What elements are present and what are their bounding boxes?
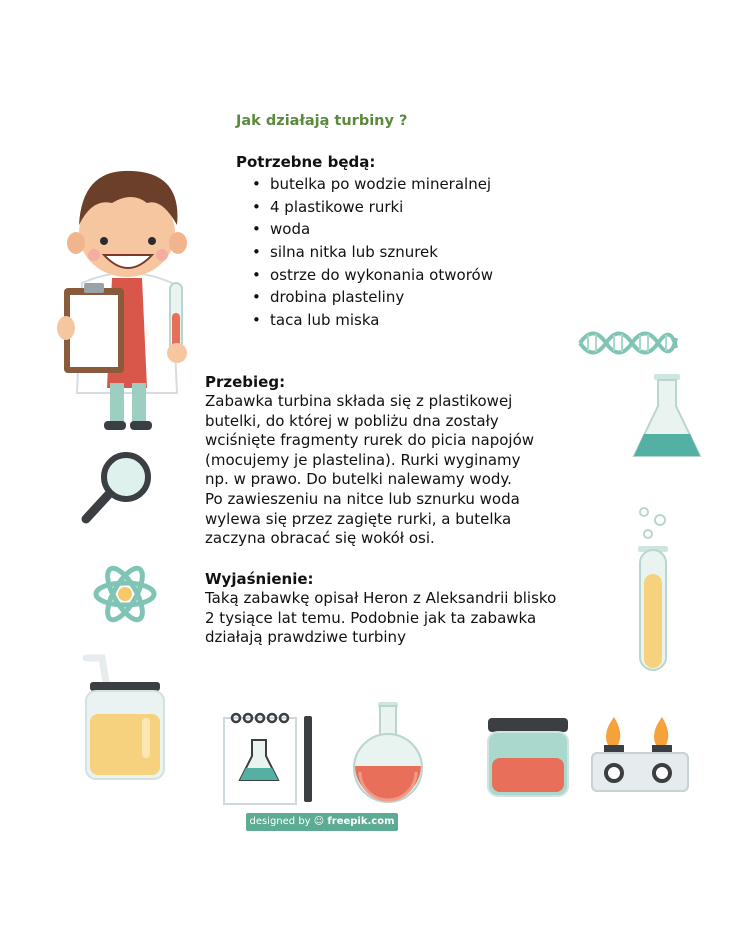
page-title: Jak działają turbiny ? — [236, 113, 408, 129]
list-item: • woda — [252, 218, 493, 241]
magnifier-icon — [76, 447, 158, 529]
red-jar-icon — [484, 716, 572, 800]
list-item: • silna nitka lub sznurek — [252, 241, 493, 264]
round-flask-icon — [350, 700, 426, 806]
needs-heading: Potrzebne będą: — [236, 153, 376, 171]
credit-badge — [246, 813, 398, 831]
dna-icon — [576, 326, 680, 360]
list-item: • ostrze do wykonania otworów — [252, 264, 493, 287]
scientist-illustration — [52, 163, 202, 438]
notebook-icon — [222, 712, 318, 806]
credit-brand: freepik.com — [327, 816, 395, 827]
atom-icon — [92, 561, 158, 627]
list-item: • butelka po wodzie mineralnej — [252, 173, 493, 196]
jar-icon — [80, 652, 170, 784]
explanation-heading: Wyjaśnienie: — [205, 570, 314, 588]
freepik-logo-icon: ☺ — [313, 816, 325, 827]
burner-icon — [588, 713, 692, 795]
erlenmeyer-flask-icon — [630, 372, 704, 462]
needs-list — [252, 173, 493, 332]
list-item: • drobina plasteliny — [252, 286, 493, 309]
list-item: • taca lub miska — [252, 309, 493, 332]
explanation-text: Taką zabawkę opisał Heron z Aleksandrii blisko 2 tysiące lat temu. Podobnie jak ta zabawka działają prawdziwe turbiny — [205, 589, 557, 647]
procedure-text: Zabawka turbina składa się z plastikowej butelki, do której w pobliżu dna zostały wciśnięte fragmenty rurek do picia napojów (mocujemy je plastelina). Rurki wyginamy np. w prawo. Do butelki nalewamy wody. Po zawieszeniu na nitce lub sznurku woda wylewa się przez zagięte rurki, a butelka zaczyna obracać się wokół osi. — [205, 392, 535, 548]
credit-prefix: designed by — [249, 816, 311, 827]
list-item: • 4 plastikowe rurki — [252, 196, 493, 219]
test-tube-icon — [632, 506, 674, 674]
procedure-heading: Przebieg: — [205, 373, 286, 391]
